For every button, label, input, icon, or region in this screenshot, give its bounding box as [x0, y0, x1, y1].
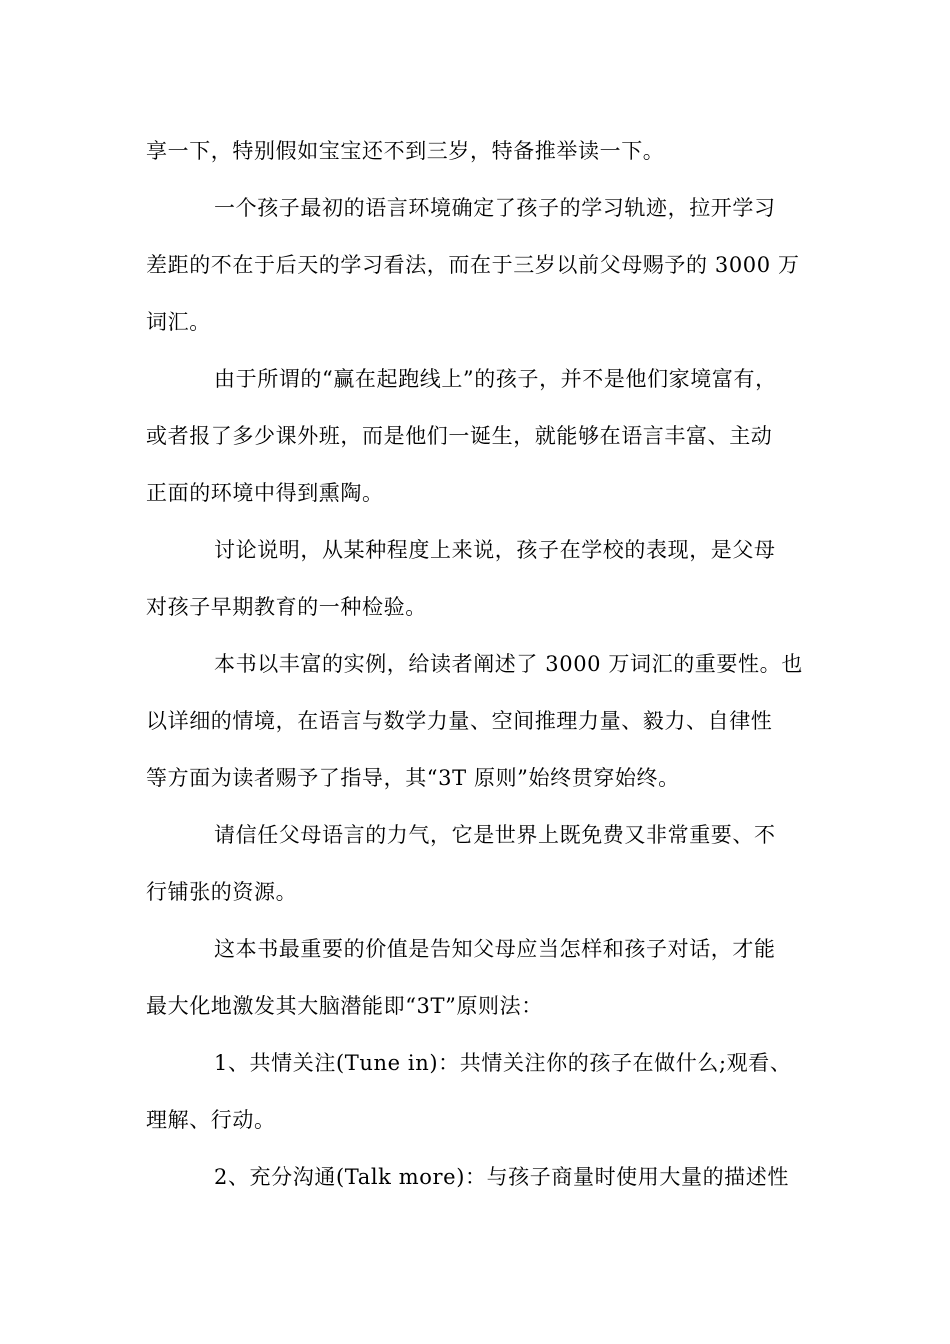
- text-line: 正面的环境中得到熏陶。: [146, 481, 384, 505]
- text-line: 等方面为读者赐予了指导，其“3T 原则”始终贯穿始终。: [146, 766, 680, 790]
- list-item-line: 2、充分沟通(Talk more)：与孩子商量时使用大量的描述性: [214, 1165, 789, 1189]
- paragraph-start-line: 请信任父母语言的力气，它是世界上既免费又非常重要、不: [214, 823, 776, 847]
- text-line: 差距的不在于后天的学习看法，而在于三岁以前父母赐予的 3000 万: [146, 253, 800, 277]
- paragraph-start-line: 一个孩子最初的语言环境确定了孩子的学习轨迹，拉开学习: [214, 196, 776, 220]
- text-line: 以详细的情境，在语言与数学力量、空间推理力量、毅力、自律性: [146, 709, 773, 733]
- text-line: 对孩子早期教育的一种检验。: [146, 595, 427, 619]
- paragraph-start-line: 由于所谓的“赢在起跑线上”的孩子，并不是他们家境富有，: [214, 367, 777, 391]
- text-line: 最大化地激发其大脑潜能即“3T”原则法：: [146, 994, 543, 1018]
- list-item-line: 1、共情关注(Tune in)：共情关注你的孩子在做什么;观看、: [214, 1051, 792, 1075]
- text-line: 或者报了多少课外班，而是他们一诞生，就能够在语言丰富、主动: [146, 424, 773, 448]
- text-line: 行铺张的资源。: [146, 880, 298, 904]
- paragraph-start-line: 本书以丰富的实例，给读者阐述了 3000 万词汇的重要性。也: [214, 652, 803, 676]
- text-line: 词汇。: [146, 310, 211, 334]
- paragraph-start-line: 这本书最重要的价值是告知父母应当怎样和孩子对话，才能: [214, 937, 776, 961]
- paragraph-start-line: 讨论说明，从某种程度上来说，孩子在学校的表现，是父母: [214, 538, 776, 562]
- text-line: 享一下，特别假如宝宝还不到三岁，特备推举读一下。: [146, 139, 665, 163]
- text-line: 理解、行动。: [146, 1108, 276, 1132]
